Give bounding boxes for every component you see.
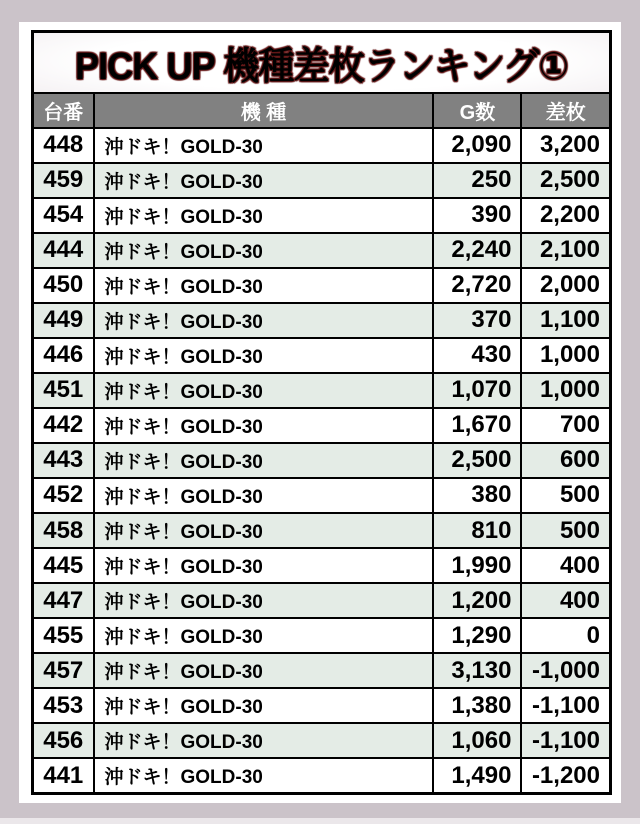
table-row (33, 128, 611, 163)
machine-name-cell: 沖ドキ！GOLD-30 (94, 198, 434, 233)
table-row (33, 653, 611, 688)
game-count-cell: 810 (433, 513, 521, 548)
game-count-cell: 2,090 (433, 128, 521, 163)
diff-count-cell: 1,100 (521, 303, 610, 338)
page-title (33, 32, 611, 93)
machine-name-cell: 沖ドキ！GOLD-30 (94, 408, 434, 443)
machine-number-cell: 452 (33, 478, 94, 513)
col-header-game-count: G数 (433, 93, 521, 128)
game-count-cell: 2,720 (433, 268, 521, 303)
machine-number-cell: 456 (33, 723, 94, 758)
bottom-edge-strip (0, 818, 640, 824)
game-count-cell: 1,070 (433, 373, 521, 408)
table-row (33, 338, 611, 373)
diff-count-cell: -1,000 (521, 653, 610, 688)
table-row (33, 723, 611, 758)
machine-number-cell: 448 (33, 128, 94, 163)
diff-count-cell: 700 (521, 408, 610, 443)
diff-count-cell: 600 (521, 443, 610, 478)
machine-number-cell: 453 (33, 688, 94, 723)
diff-count-cell: 500 (521, 513, 610, 548)
game-count-cell: 370 (433, 303, 521, 338)
table-row (33, 583, 611, 618)
machine-name-cell: 沖ドキ！GOLD-30 (94, 233, 434, 268)
machine-name-cell: 沖ドキ！GOLD-30 (94, 513, 434, 548)
machine-number-cell: 447 (33, 583, 94, 618)
ranking-card (19, 22, 621, 803)
machine-number-cell: 442 (33, 408, 94, 443)
diff-count-cell: 3,200 (521, 128, 610, 163)
table-row (33, 163, 611, 198)
diff-count-cell: 1,000 (521, 338, 610, 373)
diff-count-cell: 400 (521, 583, 610, 618)
machine-number-cell: 445 (33, 548, 94, 583)
game-count-cell: 430 (433, 338, 521, 373)
game-count-cell: 1,290 (433, 618, 521, 653)
machine-name-cell: 沖ドキ！GOLD-30 (94, 163, 434, 198)
game-count-cell: 1,990 (433, 548, 521, 583)
machine-name-cell: 沖ドキ！GOLD-30 (94, 128, 434, 163)
game-count-cell: 2,500 (433, 443, 521, 478)
table-row (33, 198, 611, 233)
table-row (33, 268, 611, 303)
title-row (33, 32, 611, 93)
game-count-cell: 1,060 (433, 723, 521, 758)
table-row (33, 548, 611, 583)
diff-count-cell: -1,100 (521, 723, 610, 758)
table-row (33, 688, 611, 723)
game-count-cell: 1,490 (433, 758, 521, 793)
table-header-row (33, 93, 611, 128)
table-row (33, 233, 611, 268)
diff-count-cell: 400 (521, 548, 610, 583)
ranking-table (31, 30, 612, 795)
diff-count-cell: 2,000 (521, 268, 610, 303)
machine-name-cell: 沖ドキ！GOLD-30 (94, 373, 434, 408)
machine-name-cell: 沖ドキ！GOLD-30 (94, 443, 434, 478)
machine-number-cell: 457 (33, 653, 94, 688)
machine-number-cell: 455 (33, 618, 94, 653)
game-count-cell: 1,380 (433, 688, 521, 723)
diff-count-cell: 0 (521, 618, 610, 653)
machine-number-cell: 451 (33, 373, 94, 408)
col-header-diff-count: 差枚 (521, 93, 610, 128)
diff-count-cell: -1,200 (521, 758, 610, 793)
machine-number-cell: 449 (33, 303, 94, 338)
col-header-machine-model: 機 種 (94, 93, 434, 128)
table-row (33, 303, 611, 338)
machine-name-cell: 沖ドキ！GOLD-30 (94, 548, 434, 583)
table-row (33, 408, 611, 443)
machine-name-cell: 沖ドキ！GOLD-30 (94, 758, 434, 793)
machine-number-cell: 446 (33, 338, 94, 373)
table-row (33, 618, 611, 653)
table-row (33, 758, 611, 793)
table-row (33, 513, 611, 548)
diff-count-cell: 1,000 (521, 373, 610, 408)
machine-number-cell: 454 (33, 198, 94, 233)
diff-count-cell: 2,200 (521, 198, 610, 233)
machine-number-cell: 443 (33, 443, 94, 478)
diff-count-cell: -1,100 (521, 688, 610, 723)
machine-name-cell: 沖ドキ！GOLD-30 (94, 303, 434, 338)
table-row (33, 443, 611, 478)
game-count-cell: 2,240 (433, 233, 521, 268)
machine-name-cell: 沖ドキ！GOLD-30 (94, 338, 434, 373)
machine-name-cell: 沖ドキ！GOLD-30 (94, 583, 434, 618)
machine-name-cell: 沖ドキ！GOLD-30 (94, 478, 434, 513)
machine-name-cell: 沖ドキ！GOLD-30 (94, 688, 434, 723)
diff-count-cell: 500 (521, 478, 610, 513)
table-row (33, 373, 611, 408)
machine-name-cell: 沖ドキ！GOLD-30 (94, 618, 434, 653)
game-count-cell: 1,670 (433, 408, 521, 443)
game-count-cell: 390 (433, 198, 521, 233)
game-count-cell: 380 (433, 478, 521, 513)
diff-count-cell: 2,100 (521, 233, 610, 268)
diff-count-cell: 2,500 (521, 163, 610, 198)
machine-number-cell: 441 (33, 758, 94, 793)
machine-name-cell: 沖ドキ！GOLD-30 (94, 723, 434, 758)
machine-name-cell: 沖ドキ！GOLD-30 (94, 653, 434, 688)
table-body (33, 128, 611, 794)
table-row (33, 478, 611, 513)
machine-name-cell: 沖ドキ！GOLD-30 (94, 268, 434, 303)
machine-number-cell: 458 (33, 513, 94, 548)
col-header-machine-number: 台番 (33, 93, 94, 128)
machine-number-cell: 450 (33, 268, 94, 303)
page-title-text: PICK UP 機種差枚ランキング① (74, 45, 569, 88)
game-count-cell: 3,130 (433, 653, 521, 688)
machine-number-cell: 459 (33, 163, 94, 198)
machine-number-cell: 444 (33, 233, 94, 268)
game-count-cell: 250 (433, 163, 521, 198)
game-count-cell: 1,200 (433, 583, 521, 618)
